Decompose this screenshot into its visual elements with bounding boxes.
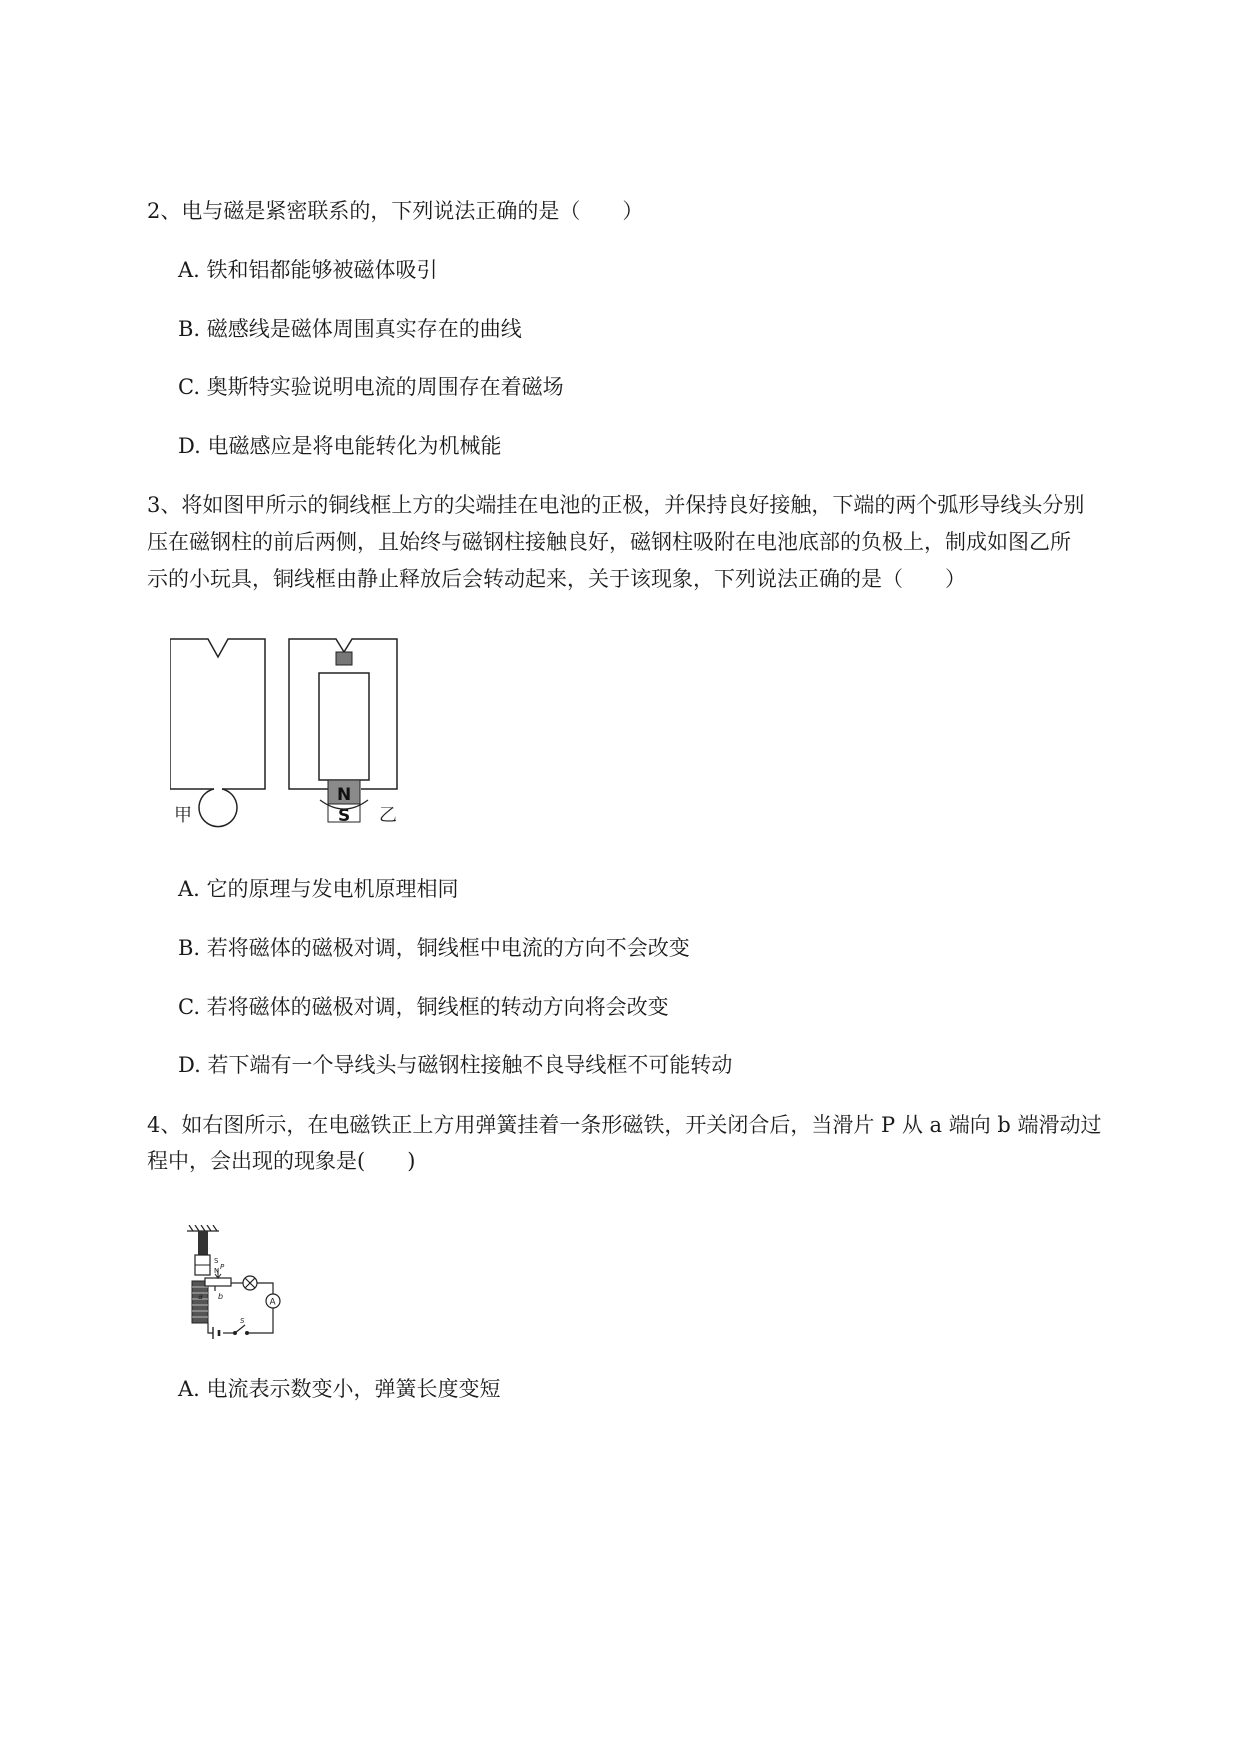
circuit-wires [208, 1283, 273, 1333]
label-yi: 乙 [379, 805, 397, 826]
question-3-figure [170, 630, 450, 835]
label-jia: 甲 [174, 805, 192, 826]
bar-magnet-label-n: N [214, 1267, 220, 1275]
question-3-stem-line-2: 压在磁钢柱的前后两侧，且始终与磁钢柱接触良好，磁钢柱吸附在电池底部的负极上，制成如图乙所 [147, 530, 1071, 554]
question-3-option-c: C. 若将磁体的磁极对调，铜线框的转动方向将会改变 [178, 995, 669, 1019]
ammeter-label: A [269, 1297, 276, 1308]
label-switch: S [240, 1317, 245, 1325]
magnet-label-s: S [338, 806, 351, 826]
question-4-option-a: A. 电流表示数变小，弹簧长度变短 [178, 1377, 501, 1401]
question-4-stem-line-1: 4、如右图所示，在电磁铁正上方用弹簧挂着一条形磁铁，开关闭合后，当滑片 P 从 a 端向 b 端滑动过 [147, 1113, 1102, 1137]
question-3-stem-line-3: 示的小玩具，铜线框由静止释放后会转动起来，关于该现象，下列说法正确的是（ ） [147, 567, 966, 591]
label-b: b [218, 1292, 224, 1301]
label-a: a [198, 1292, 203, 1301]
question-4-stem-line-2: 程中，会出现的现象是( ) [147, 1149, 416, 1173]
question-3-option-d: D. 若下端有一个导线头与磁钢柱接触不良导线框不可能转动 [178, 1053, 733, 1077]
switch [234, 1325, 249, 1334]
question-3-option-b: B. 若将磁体的磁极对调，铜线框中电流的方向不会改变 [178, 936, 690, 960]
spring [198, 1231, 208, 1255]
question-2-option-c: C. 奥斯特实验说明电流的周围存在着磁场 [178, 375, 564, 399]
lamp [243, 1276, 257, 1290]
magnet-label-n: N [337, 785, 352, 805]
copper-frame-jia [170, 639, 265, 827]
bar-magnet-label-s: S [214, 1257, 219, 1265]
question-3-option-a: A. 它的原理与发电机原理相同 [178, 877, 459, 901]
battery [213, 1327, 219, 1339]
ceiling-support [187, 1225, 219, 1231]
battery-body [319, 673, 369, 780]
question-2-option-b: B. 磁感线是磁体周围真实存在的曲线 [178, 317, 522, 341]
question-2-option-a: A. 铁和铝都能够被磁体吸引 [178, 258, 438, 282]
question-3-stem-line-1: 3、将如图甲所示的铜线框上方的尖端挂在电池的正极，并保持良好接触，下端的两个弧形导线头分别 [147, 493, 1085, 517]
label-p: P [220, 1263, 225, 1271]
question-4-figure [185, 1225, 315, 1350]
question-2-option-d: D. 电磁感应是将电能转化为机械能 [178, 434, 502, 458]
battery-positive-terminal [336, 652, 352, 665]
rheostat [205, 1278, 231, 1286]
question-2-stem: 2、电与磁是紧密联系的，下列说法正确的是（ ） [147, 199, 644, 223]
